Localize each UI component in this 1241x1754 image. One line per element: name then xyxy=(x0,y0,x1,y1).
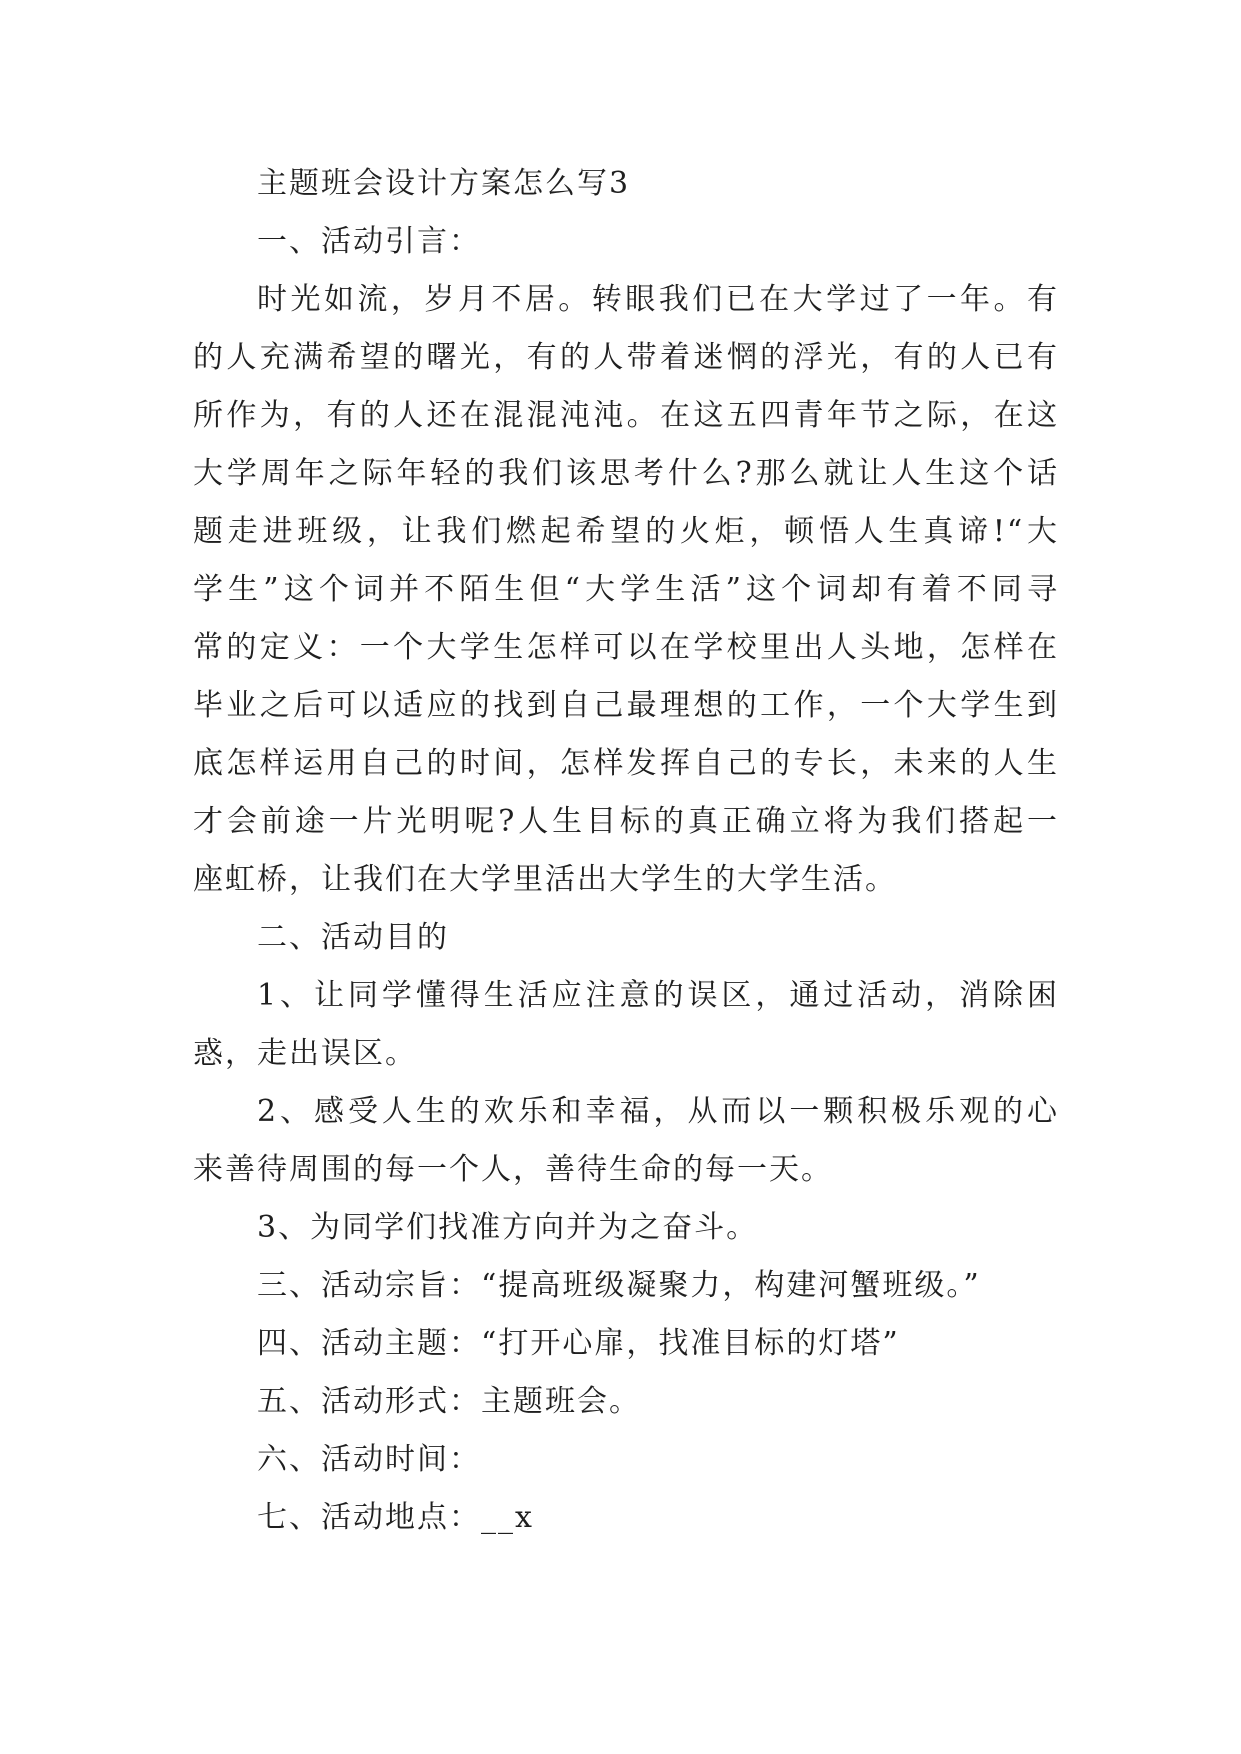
paragraph-line: 题走进班级，让我们燃起希望的火炬，顿悟人生真谛!“大 xyxy=(193,514,1059,549)
section-heading-format: 五、活动形式：主题班会。 xyxy=(257,1384,641,1419)
section-heading-time: 六、活动时间： xyxy=(257,1442,481,1477)
goal-item-3: 3、为同学们找准方向并为之奋斗。 xyxy=(257,1210,759,1245)
paragraph-line: 座虹桥，让我们在大学里活出大学生的大学生活。 xyxy=(193,862,897,897)
paragraph-line: 常的定义：一个大学生怎样可以在学校里出人头地，怎样在 xyxy=(193,630,1059,665)
section-heading-theme: 四、活动主题：“打开心扉，找准目标的灯塔” xyxy=(257,1326,900,1361)
goal-item-1 xyxy=(193,967,1059,1083)
paragraph-line: 2、感受人生的欢乐和幸福，从而以一颗积极乐观的心 xyxy=(257,1094,1059,1129)
section-heading-goals: 二、活动目的 xyxy=(257,920,449,955)
section-heading-purpose: 三、活动宗旨：“提高班级凝聚力，构建河蟹班级。” xyxy=(257,1268,981,1303)
paragraph-line: 才会前途一片光明呢?人生目标的真正确立将为我们搭起一 xyxy=(193,804,1059,839)
intro-paragraph xyxy=(193,271,1059,909)
paragraph-line: 底怎样运用自己的时间，怎样发挥自己的专长，未来的人生 xyxy=(193,746,1059,781)
document-title: 主题班会设计方案怎么写3 xyxy=(257,166,631,201)
section-heading-location: 七、活动地点：__x xyxy=(257,1500,534,1535)
paragraph-line: 来善待周围的每一个人，善待生命的每一天。 xyxy=(193,1152,833,1187)
document-body xyxy=(193,155,1059,1547)
paragraph-line: 学生”这个词并不陌生但“大学生活”这个词却有着不同寻 xyxy=(193,572,1059,607)
paragraph-line: 所作为，有的人还在混混沌沌。在这五四青年节之际，在这 xyxy=(193,398,1059,433)
section-heading-intro: 一、活动引言： xyxy=(257,224,481,259)
paragraph-line: 惑，走出误区。 xyxy=(193,1036,417,1071)
paragraph-line: 的人充满希望的曙光，有的人带着迷惘的浮光，有的人已有 xyxy=(193,340,1059,375)
paragraph-line: 时光如流，岁月不居。转眼我们已在大学过了一年。有 xyxy=(257,282,1059,317)
goal-item-2 xyxy=(193,1083,1059,1199)
paragraph-line: 1、让同学懂得生活应注意的误区，通过活动，消除困 xyxy=(257,978,1059,1013)
paragraph-line: 毕业之后可以适应的找到自己最理想的工作，一个大学生到 xyxy=(193,688,1059,723)
paragraph-line: 大学周年之际年轻的我们该思考什么?那么就让人生这个话 xyxy=(193,456,1059,491)
